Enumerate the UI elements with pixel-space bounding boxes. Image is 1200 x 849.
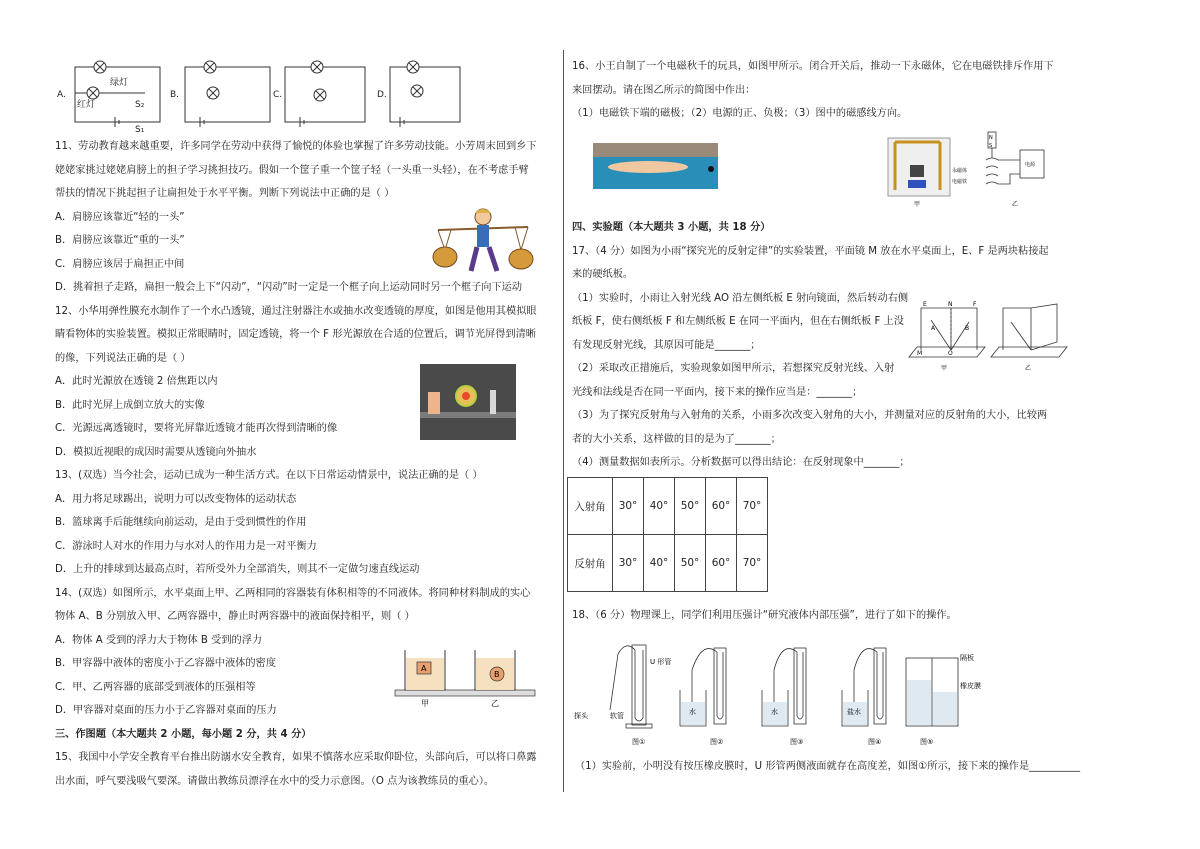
board-f-label: F: [973, 301, 977, 308]
q17-line-3: （1）实验时，小雨让入射光线 AO 沿左侧纸板 E 射向镜面，然后转动右侧: [572, 292, 909, 304]
figure-2-caption: 图②: [710, 738, 724, 746]
figure-16-jia-label: 甲: [914, 201, 921, 208]
q14-option-d: D．甲容器对桌面的压力小于乙容器对桌面的压力: [55, 705, 277, 716]
circuit-label-a: A.: [57, 90, 66, 100]
incident-angle-header: 入射角: [568, 478, 613, 535]
figure-4-caption: 图④: [868, 738, 882, 746]
q15-line-1: 15、我国中小学安全教育平台推出防溺水安全教育，如果不慎落水应采取仰卧位，头部向后，可以将口鼻露: [55, 752, 537, 763]
q16-line-1: 16、小王自制了一个电磁秋千的玩具，如图甲所示。闭合开关后，推动一下永磁体，它在电磁铁排斥作用下: [572, 61, 1054, 72]
q17-line-8: （3）为了探究反射角与入射角的关系，小雨多次改变入射角的大小，并测量对应的反射角的大小，比较两: [572, 410, 1048, 421]
q14-line-1: 14、(双选）如图所示，水平桌面上甲、乙两相同的容器装有体积相等的不同液体。将同种材料制成的实心: [55, 587, 531, 599]
mirror-m-label: M: [917, 350, 923, 357]
figure-5-caption: 图⑤: [920, 738, 934, 746]
right-column: [572, 55, 1077, 126]
q17-line-5: 有发现反射光线，其原因可能是_______；: [572, 339, 761, 351]
red-lamp-label: 红灯: [77, 100, 96, 110]
object-b-label: B: [494, 670, 500, 679]
q17-line-10: （4）测量数据如表所示。分析数据可以得出结论：在反射现象中_______；: [572, 457, 910, 468]
container-jia-label: 甲: [421, 699, 429, 708]
water-label-2: 水: [689, 708, 696, 716]
q12-option-d: D．模拟近视眼的成因时需要从透镜向外抽水: [55, 446, 257, 458]
circuit-label-d: D.: [377, 90, 387, 100]
table-cell: 30°: [613, 535, 644, 592]
q14-option-c: C．甲、乙两容器的底部受到液体的压强相等: [55, 681, 256, 693]
rubber-membrane-label: 橡皮膜: [960, 682, 981, 690]
saltwater-label: 盐水: [847, 708, 861, 716]
table-cell: 70°: [737, 478, 768, 535]
q11-line-3: 帮扶的情况下挑起担子让扁担处于水平平衡。判断下列说法中正确的是（ ）: [55, 188, 395, 199]
pressure-gauge-figures: [574, 640, 981, 750]
table-cell: 50°: [675, 535, 706, 592]
q17-line-6: （2）采取改正措施后，实验现象如图甲所示，若想探究反射光线、入射: [572, 363, 895, 374]
q14-option-a: A．物体 A 受到的浮力大于物体 B 受到的浮力: [55, 634, 263, 646]
green-lamp-label: 绿灯: [110, 78, 129, 88]
table-row: [568, 478, 768, 535]
q12-option-c: C．光源远离透镜时，要将光屏靠近透镜才能再次得到清晰的像: [55, 423, 338, 434]
q14-line-2: 物体 A、B 分别放入甲、乙两容器中，静止时两容器中的液面保持相平，则（ ）: [55, 611, 415, 622]
table-cell: 40°: [644, 535, 675, 592]
q12-option-a: A．此时光源放在透镜 2 倍焦距以内: [55, 376, 218, 387]
q17-line-7: 光线和法线是否在同一平面内，接下来的操作应当是：_______；: [572, 386, 863, 398]
q11-option-a: A．肩膀应该靠近“轻的一头”: [55, 211, 185, 223]
pole-s-label: S: [989, 143, 993, 149]
circuit-label-c: C.: [273, 90, 283, 100]
circuit-label-b: B.: [170, 90, 180, 100]
swimmer-photo: [593, 143, 718, 189]
probe-label: 探头: [574, 712, 588, 720]
q11-option-c: C．肩膀应该居于扁担正中间: [55, 258, 185, 270]
q13-option-a: A．用力将足球踢出，说明力可以改变物体的运动状态: [55, 493, 297, 505]
reflection-angle-header: 反射角: [568, 535, 613, 592]
section-4-heading: 四、实验题（本大题共 3 小题，共 18 分）: [572, 222, 771, 233]
carrying-pole-illustration: [433, 205, 533, 277]
u-tube-label: U 形管: [650, 658, 672, 666]
table-cell: 40°: [644, 478, 675, 535]
angle-data-table: [567, 477, 768, 592]
q12-line-2: 睛看物体的实验装置。模拟正常眼睛时，固定透镜，将一个 F 形光源放在合适的位置后，调节光屏得到清晰: [55, 329, 536, 340]
table-cell: 60°: [706, 535, 737, 592]
normal-n-label: N: [948, 301, 953, 308]
q12-line-3: 的像，下列说法正确的是（ ）: [55, 352, 191, 364]
q13-option-c: C．游泳时人对水的作用力与水对人的作用力是一对平衡力: [55, 540, 317, 552]
section-3-heading: 三、作图题（本大题共 2 小题，每小题 2 分，共 4 分）: [55, 728, 312, 740]
permanent-magnet-label: 永磁体: [952, 168, 968, 174]
point-o-label: O: [948, 350, 953, 357]
electromagnet-label: 电磁铁: [952, 179, 968, 185]
figure-1-caption: 图①: [632, 738, 646, 746]
q13-option-d: D．上升的排球到达最高点时，若所受外力全部消失，则其不一定做匀速直线运动: [55, 564, 420, 575]
ray-a-label: A: [931, 325, 936, 332]
table-cell: 30°: [613, 478, 644, 535]
reflection-experiment-figure: [907, 302, 1077, 374]
lens-experiment-photo: [420, 364, 516, 440]
q16-line-2: 来回摆动。请在图乙所示的简图中作出：: [572, 84, 756, 96]
q17-line-2: 来的硬纸板。: [572, 269, 634, 280]
figure-17-jia-label: 甲: [941, 365, 948, 372]
q11-option-d: D．挑着担子走路，扁担一般会上下“闪动”，“闪动”时一定是一个框子向上运动同时另一个框子向下运动: [55, 282, 523, 293]
q17-line-1: 17、（4 分）如图为小雨“探究光的反射定律”的实验装置，平面镜 M 放在水平桌面上，E、F 是两块粘接起: [572, 245, 1049, 257]
figure-16-yi-label: 乙: [1012, 201, 1019, 208]
table-cell: 70°: [737, 535, 768, 592]
container-yi-label: 乙: [491, 699, 499, 708]
q12-option-b: B．此时光屏上成倒立放大的实像: [55, 399, 205, 411]
q17-line-4: 纸板 F，使右侧纸板 F 和左侧纸板 E 在同一平面内，但在右侧纸板 F 上没: [572, 316, 904, 327]
water-label-3: 水: [771, 708, 778, 716]
q15-line-2: 出水面，呼气要浅吸气要深。请做出教练员漂浮在水中的受力示意图。（O 点为该教练员的重心）。: [55, 775, 495, 787]
containers-figure: [395, 640, 535, 710]
q11-option-b: B．肩膀应该靠近“重的一头”: [55, 235, 185, 246]
q13-option-b: B．篮球离手后能继续向前运动，是由于受到惯性的作用: [55, 517, 307, 528]
table-cell: 50°: [675, 478, 706, 535]
object-a-label: A: [421, 664, 427, 673]
hose-label: 软管: [610, 712, 624, 720]
circuit-diagrams: [55, 55, 465, 135]
q17-line-9: 者的大小关系，这样做的目的是为了_______；: [572, 433, 781, 445]
ray-b-label: B: [965, 325, 970, 332]
column-divider: [563, 50, 564, 792]
q18-part-1: （1）实验前，小明没有按压橡皮膜时，U 形管两侧液面就存在高度差，如图①所示，接下来的操作是__________: [575, 761, 1081, 772]
q11-line-1: 11、劳动教育越来越重要，许多同学在劳动中获得了愉悦的体验也掌握了许多劳动技能。小芳周末回到乡下: [55, 141, 537, 152]
figure-17-yi-label: 乙: [1025, 365, 1032, 372]
q16-line-3: （1）电磁铁下端的磁极；（2）电源的正、负极；（3）图中的磁感线方向。: [572, 108, 908, 119]
q18-title: 18、（6 分）物理课上，同学们利用压强计“研究液体内部压强”，进行了如下的操作。: [572, 610, 957, 621]
q14-option-b: B．甲容器中液体的密度小于乙容器中液体的密度: [55, 658, 276, 669]
figure-3-caption: 图③: [790, 738, 804, 746]
q12-line-1: 12、小华用弹性膜充水制作了一个水凸透镜，通过注射器注水或抽水改变透镜的厚度，如图是他用其模拟眼: [55, 305, 537, 317]
table-row: [568, 535, 768, 592]
q11-line-2: 姥姥家挑过姥姥肩膀上的担子学习挑担技巧。假如一个筐子重一个筐子轻（一头重一头轻），在不考虑手臂: [55, 164, 529, 176]
power-source-label: 电源: [1025, 162, 1036, 168]
electromagnetic-swing-figure: [880, 130, 1060, 210]
switch-s2-label: S₂: [135, 100, 145, 110]
q13-line-1: 13、(双选）当今社会，运动已成为一种生活方式。在以下日常运动情景中，说法正确的是（ ）: [55, 470, 483, 481]
pole-n-label: N: [989, 135, 993, 141]
partition-label: 隔板: [960, 654, 974, 662]
switch-s1-label: S₁: [135, 125, 145, 135]
table-cell: 60°: [706, 478, 737, 535]
board-e-label: E: [923, 301, 927, 308]
